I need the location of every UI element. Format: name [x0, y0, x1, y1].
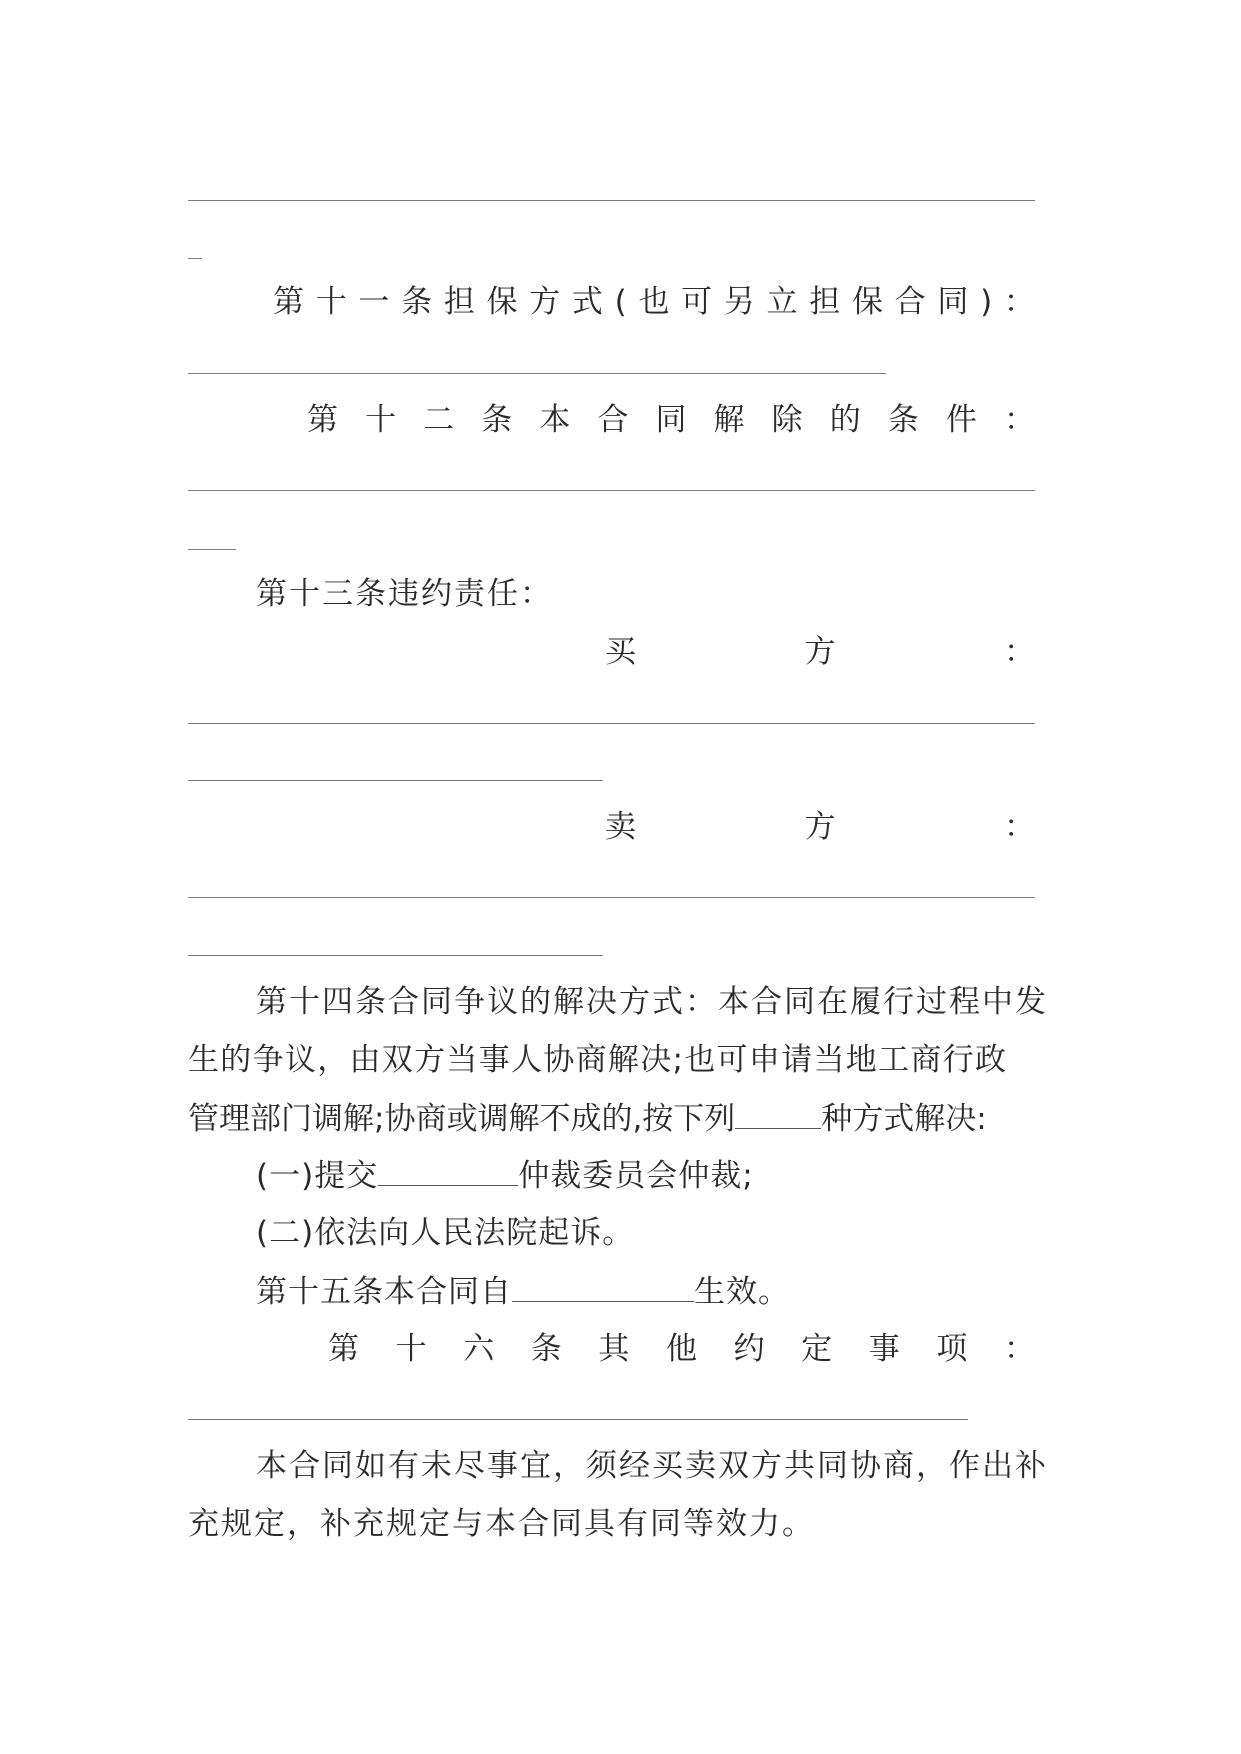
article-14-line-3-text: 种方式解决: [821, 1101, 987, 1137]
article-13-heading: 第十三条违约责任： [256, 576, 553, 612]
seller-label-char: 卖 [605, 809, 636, 845]
closing-line-1: 本合同如有未尽事宜，须经买卖双方共同协商，作出补 [256, 1448, 1048, 1484]
fill-line [188, 897, 1035, 898]
fill-line [188, 373, 886, 374]
option-1 [256, 1155, 754, 1196]
fill-line [188, 780, 603, 781]
heading-char: 第 [328, 1331, 359, 1367]
heading-char: 他 [665, 1331, 697, 1367]
buyer-label [605, 632, 1035, 672]
heading-char: 也 [638, 284, 670, 320]
heading-char: 式 [571, 284, 603, 320]
fill-line [188, 200, 1035, 201]
article-16-heading [328, 1329, 1035, 1369]
heading-char: 定 [801, 1331, 833, 1367]
heading-char: 件 [945, 402, 977, 438]
effective-date-blank [512, 1271, 694, 1302]
heading-char: 同 [937, 284, 969, 320]
heading-char: 一 [358, 284, 390, 320]
article-14-line-3-text: 管理部门调解;协商或调解不成的,按下列 [188, 1101, 736, 1137]
buyer-label-char: 买 [605, 634, 636, 670]
fill-line [188, 258, 202, 259]
heading-char: 条 [530, 1331, 562, 1367]
article-15-text: 生效。 [694, 1274, 790, 1310]
buyer-label-char: ： [1004, 634, 1035, 670]
heading-char: 同 [655, 402, 687, 438]
heading-char: 合 [894, 284, 926, 320]
heading-char: 另 [723, 284, 755, 320]
heading-char: 其 [598, 1331, 630, 1367]
arbitration-committee-blank [378, 1155, 518, 1186]
seller-label [605, 807, 1035, 847]
heading-char: 解 [713, 402, 745, 438]
option-2: (二)依法向人民法院起诉。 [256, 1215, 635, 1251]
article-15-text: 第十五条本合同自 [256, 1274, 512, 1310]
article-14-line-2: 生的争议，由双方当事人协商解决;也可申请当地工商行政 [188, 1042, 1008, 1078]
option-1-text: (一)提交 [256, 1158, 379, 1194]
heading-char: 事 [868, 1331, 900, 1367]
fill-line [188, 490, 1035, 491]
option-1-text: 仲裁委员会仲裁; [518, 1158, 754, 1194]
heading-char: ( [614, 284, 627, 320]
heading-char: 可 [681, 284, 713, 320]
seller-label-char: ： [1004, 809, 1035, 845]
fill-line [188, 1419, 968, 1420]
heading-char: 条 [401, 284, 433, 320]
heading-char: ) [980, 284, 993, 320]
heading-char: 条 [481, 402, 513, 438]
heading-char: 方 [529, 284, 561, 320]
heading-char: 条 [887, 402, 919, 438]
article-11-heading [273, 282, 1035, 322]
heading-char: 六 [463, 1331, 495, 1367]
heading-char: 担 [809, 284, 841, 320]
heading-char: 本 [539, 402, 571, 438]
article-14-line-3 [188, 1098, 987, 1139]
fill-line [188, 549, 236, 550]
article-15 [256, 1271, 790, 1312]
heading-char: 的 [829, 402, 861, 438]
fill-line [188, 955, 603, 956]
heading-char: ： [1003, 1331, 1035, 1367]
heading-char: 合 [597, 402, 629, 438]
heading-char: 担 [443, 284, 475, 320]
heading-char: 项 [936, 1331, 968, 1367]
heading-char: 保 [486, 284, 518, 320]
fill-line [188, 723, 1035, 724]
heading-char: 二 [423, 402, 455, 438]
method-count-blank [735, 1098, 821, 1129]
article-14-line-1: 第十四条合同争议的解决方式：本合同在履行过程中发 [256, 984, 1048, 1020]
heading-char: 除 [771, 402, 803, 438]
heading-char: 十 [395, 1331, 427, 1367]
heading-char: 第 [273, 284, 304, 320]
heading-char: 十 [365, 402, 397, 438]
heading-char: 立 [766, 284, 798, 320]
heading-char: 十 [315, 284, 347, 320]
seller-label-char: 方 [804, 809, 836, 845]
heading-char: 约 [733, 1331, 765, 1367]
heading-char: ： [1003, 402, 1035, 438]
heading-char: ： [1003, 284, 1035, 320]
heading-char: 第 [307, 402, 338, 438]
article-12-heading [307, 400, 1035, 440]
buyer-label-char: 方 [804, 634, 836, 670]
heading-char: 保 [851, 284, 883, 320]
closing-line-2: 充规定，补充规定与本合同具有同等效力。 [188, 1506, 815, 1542]
